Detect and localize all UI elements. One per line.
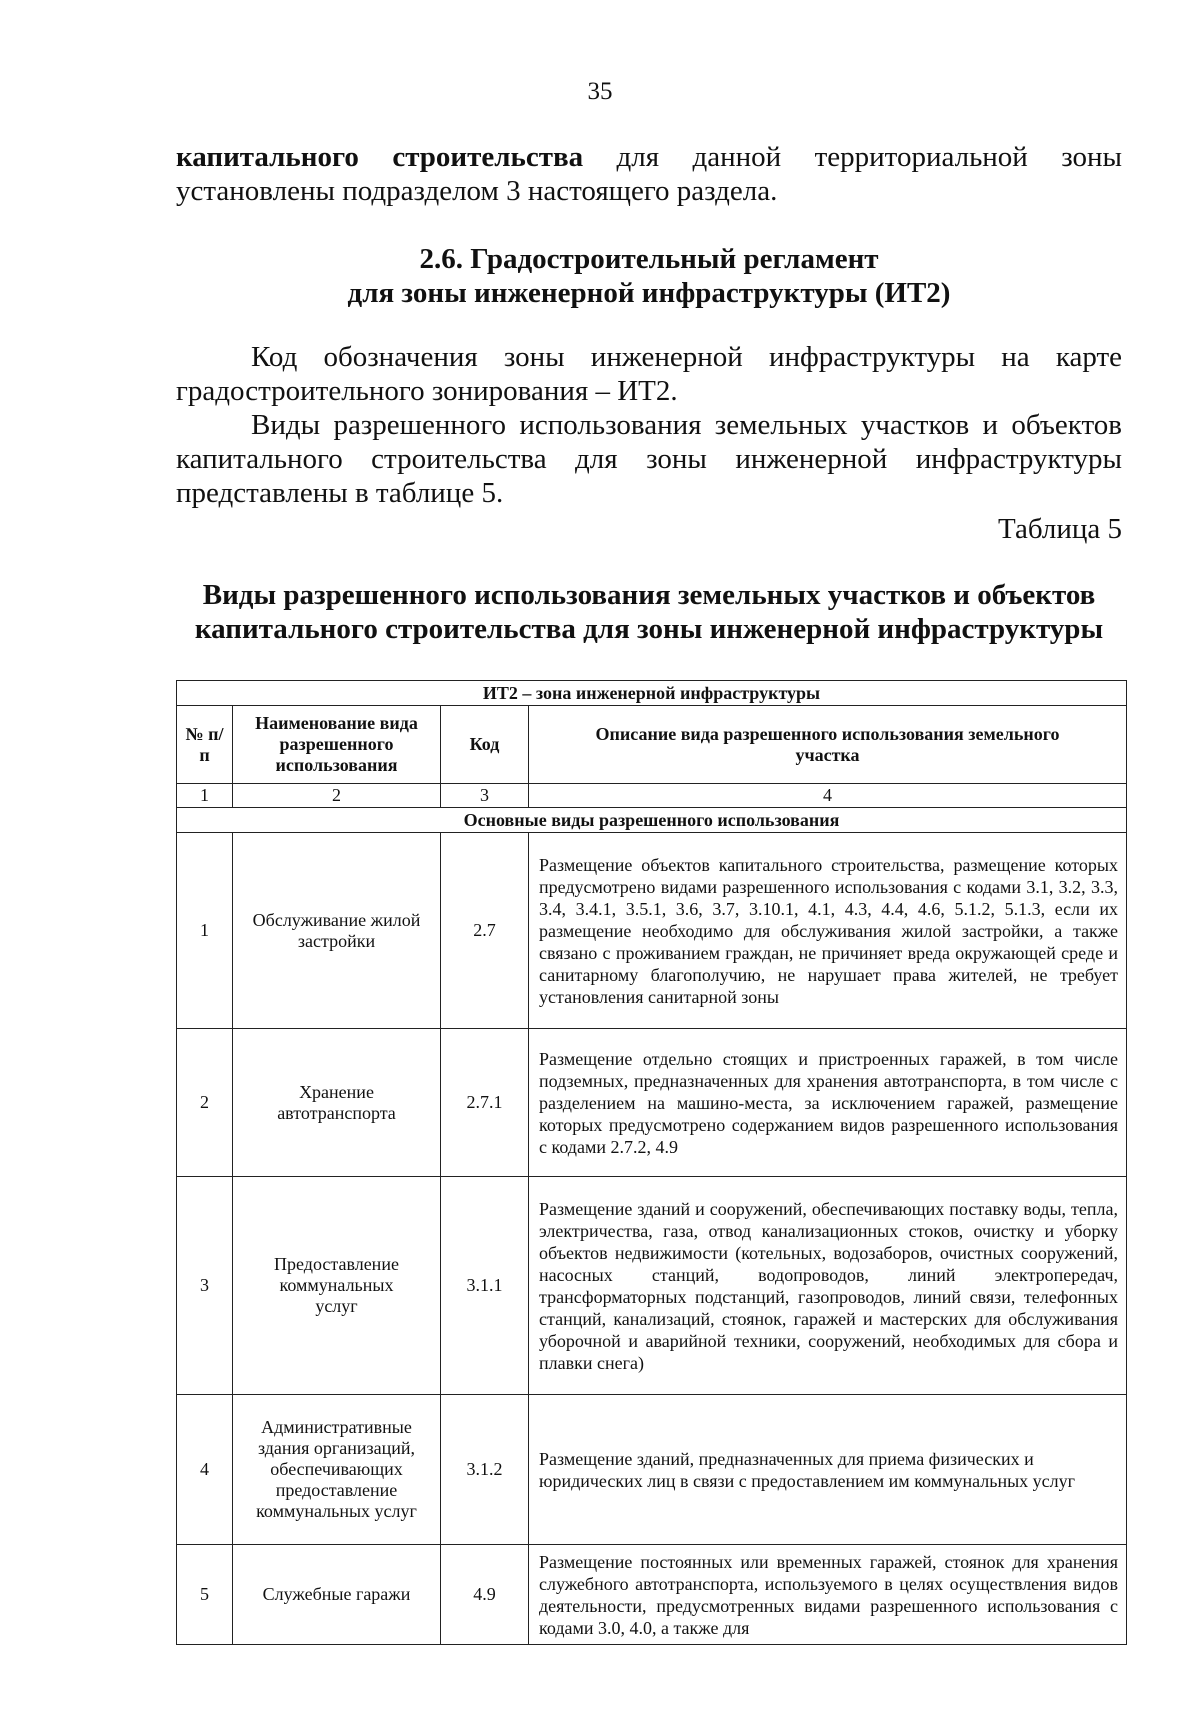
paragraph-2-line-2: капитального строительства для зоны инженерной инфраструктуры: [176, 443, 1122, 475]
row-name: Хранение автотранспорта: [233, 1029, 441, 1177]
intro-bold-text: капитального строительства: [176, 141, 584, 173]
section-title-line-2: для зоны инженерной инфраструктуры (ИТ2): [347, 277, 951, 309]
page-number: 35: [587, 78, 613, 105]
row-code: 2.7.1: [441, 1029, 529, 1177]
row-description: Размещение объектов капитального строительства, размещение которых предусмотрено видами разрешенного использования с кодами 3.1, 3.2, 3.3, 3.4, 3.4.1, 3.5.1, 3.6, 3.7, 3.10.1, 4.1, 4.3, 4.4, 4.6, 5.1.2, 5.1.3, если их размещение необходимо для обслуживания жилой застройки, а также связано с проживанием граждан, не причиняет вреда окружающей среде и санитарному благополучию, не нарушает права жителей, не требует установления санитарной зоны: [529, 833, 1127, 1029]
zone-header: ИТ2 – зона инженерной инфраструктуры: [177, 681, 1127, 706]
table-row: [177, 1545, 1127, 1645]
paragraph-1-line-2: градостроительного зонирования – ИТ2.: [176, 375, 678, 407]
row-number: 5: [177, 1545, 233, 1645]
intro-line-2: установлены подразделом 3 настоящего раздела.: [176, 175, 778, 207]
row-description: Размещение зданий, предназначенных для приема физических и юридических лиц в связи с предоставлением им коммунальных услуг: [529, 1395, 1127, 1545]
row-description: Размещение отдельно стоящих и пристроенных гаражей, в том числе подземных, предназначенных для хранения автотранспорта, в том числе с разделением на машино-места, за исключением гаражей, размещение которых предусмотрено содержанием видов разрешенного использования с кодами 2.7.2, 4.9: [529, 1029, 1127, 1177]
table-row: [177, 1177, 1127, 1395]
header-name: Наименование вида разрешенного использования: [233, 706, 441, 784]
table-label: Таблица 5: [997, 513, 1122, 545]
column-number-row: [177, 784, 1127, 808]
table-row: [177, 833, 1127, 1029]
table-row: [177, 1029, 1127, 1177]
row-number: 4: [177, 1395, 233, 1545]
column-number: 1: [177, 784, 233, 808]
column-number: 2: [233, 784, 441, 808]
paragraph-1-line-1: Код обозначения зоны инженерной инфраструктуры на карте: [251, 341, 1122, 373]
row-number: 1: [177, 833, 233, 1029]
row-code: 2.7: [441, 833, 529, 1029]
group-header: Основные виды разрешенного использования: [177, 808, 1127, 833]
row-description: Размещение зданий и сооружений, обеспечивающих поставку воды, тепла, электричества, газа, отвод канализационных стоков, очистку и уборку объектов недвижимости (котельных, водозаборов, очистных сооружений, насосных станций, водопроводов, линий электропередач, трансформаторных подстанций, газопроводов, линий связи, телефонных станций, канализаций, стоянок, гаражей и мастерских для обслуживания уборочной и аварийной техники, сооружений, необходимых для сбора и плавки снега): [529, 1177, 1127, 1395]
row-description: Размещение постоянных или временных гаражей, стоянок для хранения служебного автотранспорта, используемого в целях осуществления видов деятельности, предусмотренных видами разрешенного использования с кодами 3.0, 4.0, а также для: [529, 1545, 1127, 1645]
row-name: Служебные гаражи: [233, 1545, 441, 1645]
zone-header-row: [177, 681, 1127, 706]
table-title-line-1: Виды разрешенного использования земельных участков и объектов: [202, 579, 1096, 611]
column-number: 4: [529, 784, 1127, 808]
row-name: Предоставление коммунальных услуг: [233, 1177, 441, 1395]
permitted-use-table: [176, 680, 1127, 1645]
intro-line-1: [176, 140, 1122, 174]
intro-rest-text: для данной территориальной зоны: [616, 141, 1123, 173]
paragraph-2-line-1: Виды разрешенного использования земельных участков и объектов: [251, 409, 1122, 441]
row-code: 4.9: [441, 1545, 529, 1645]
section-title-line-1: 2.6. Градостроительный регламент: [419, 243, 879, 275]
table-title-line-2: капитального строительства для зоны инженерной инфраструктуры: [194, 613, 1104, 645]
header-code: Код: [441, 706, 529, 784]
header-num: № п/п: [177, 706, 233, 784]
header-description: Описание вида разрешенного использования земельного участка: [529, 706, 1127, 784]
column-header-row: [177, 706, 1127, 784]
group-header-row: [177, 808, 1127, 833]
row-code: 3.1.2: [441, 1395, 529, 1545]
row-code: 3.1.1: [441, 1177, 529, 1395]
column-number: 3: [441, 784, 529, 808]
paragraph-2-line-3: представлены в таблице 5.: [176, 477, 504, 509]
table-row: [177, 1395, 1127, 1545]
row-name: Административные здания организаций, обеспечивающих предоставление коммунальных услуг: [233, 1395, 441, 1545]
row-number: 3: [177, 1177, 233, 1395]
row-name: Обслуживание жилой застройки: [233, 833, 441, 1029]
row-number: 2: [177, 1029, 233, 1177]
